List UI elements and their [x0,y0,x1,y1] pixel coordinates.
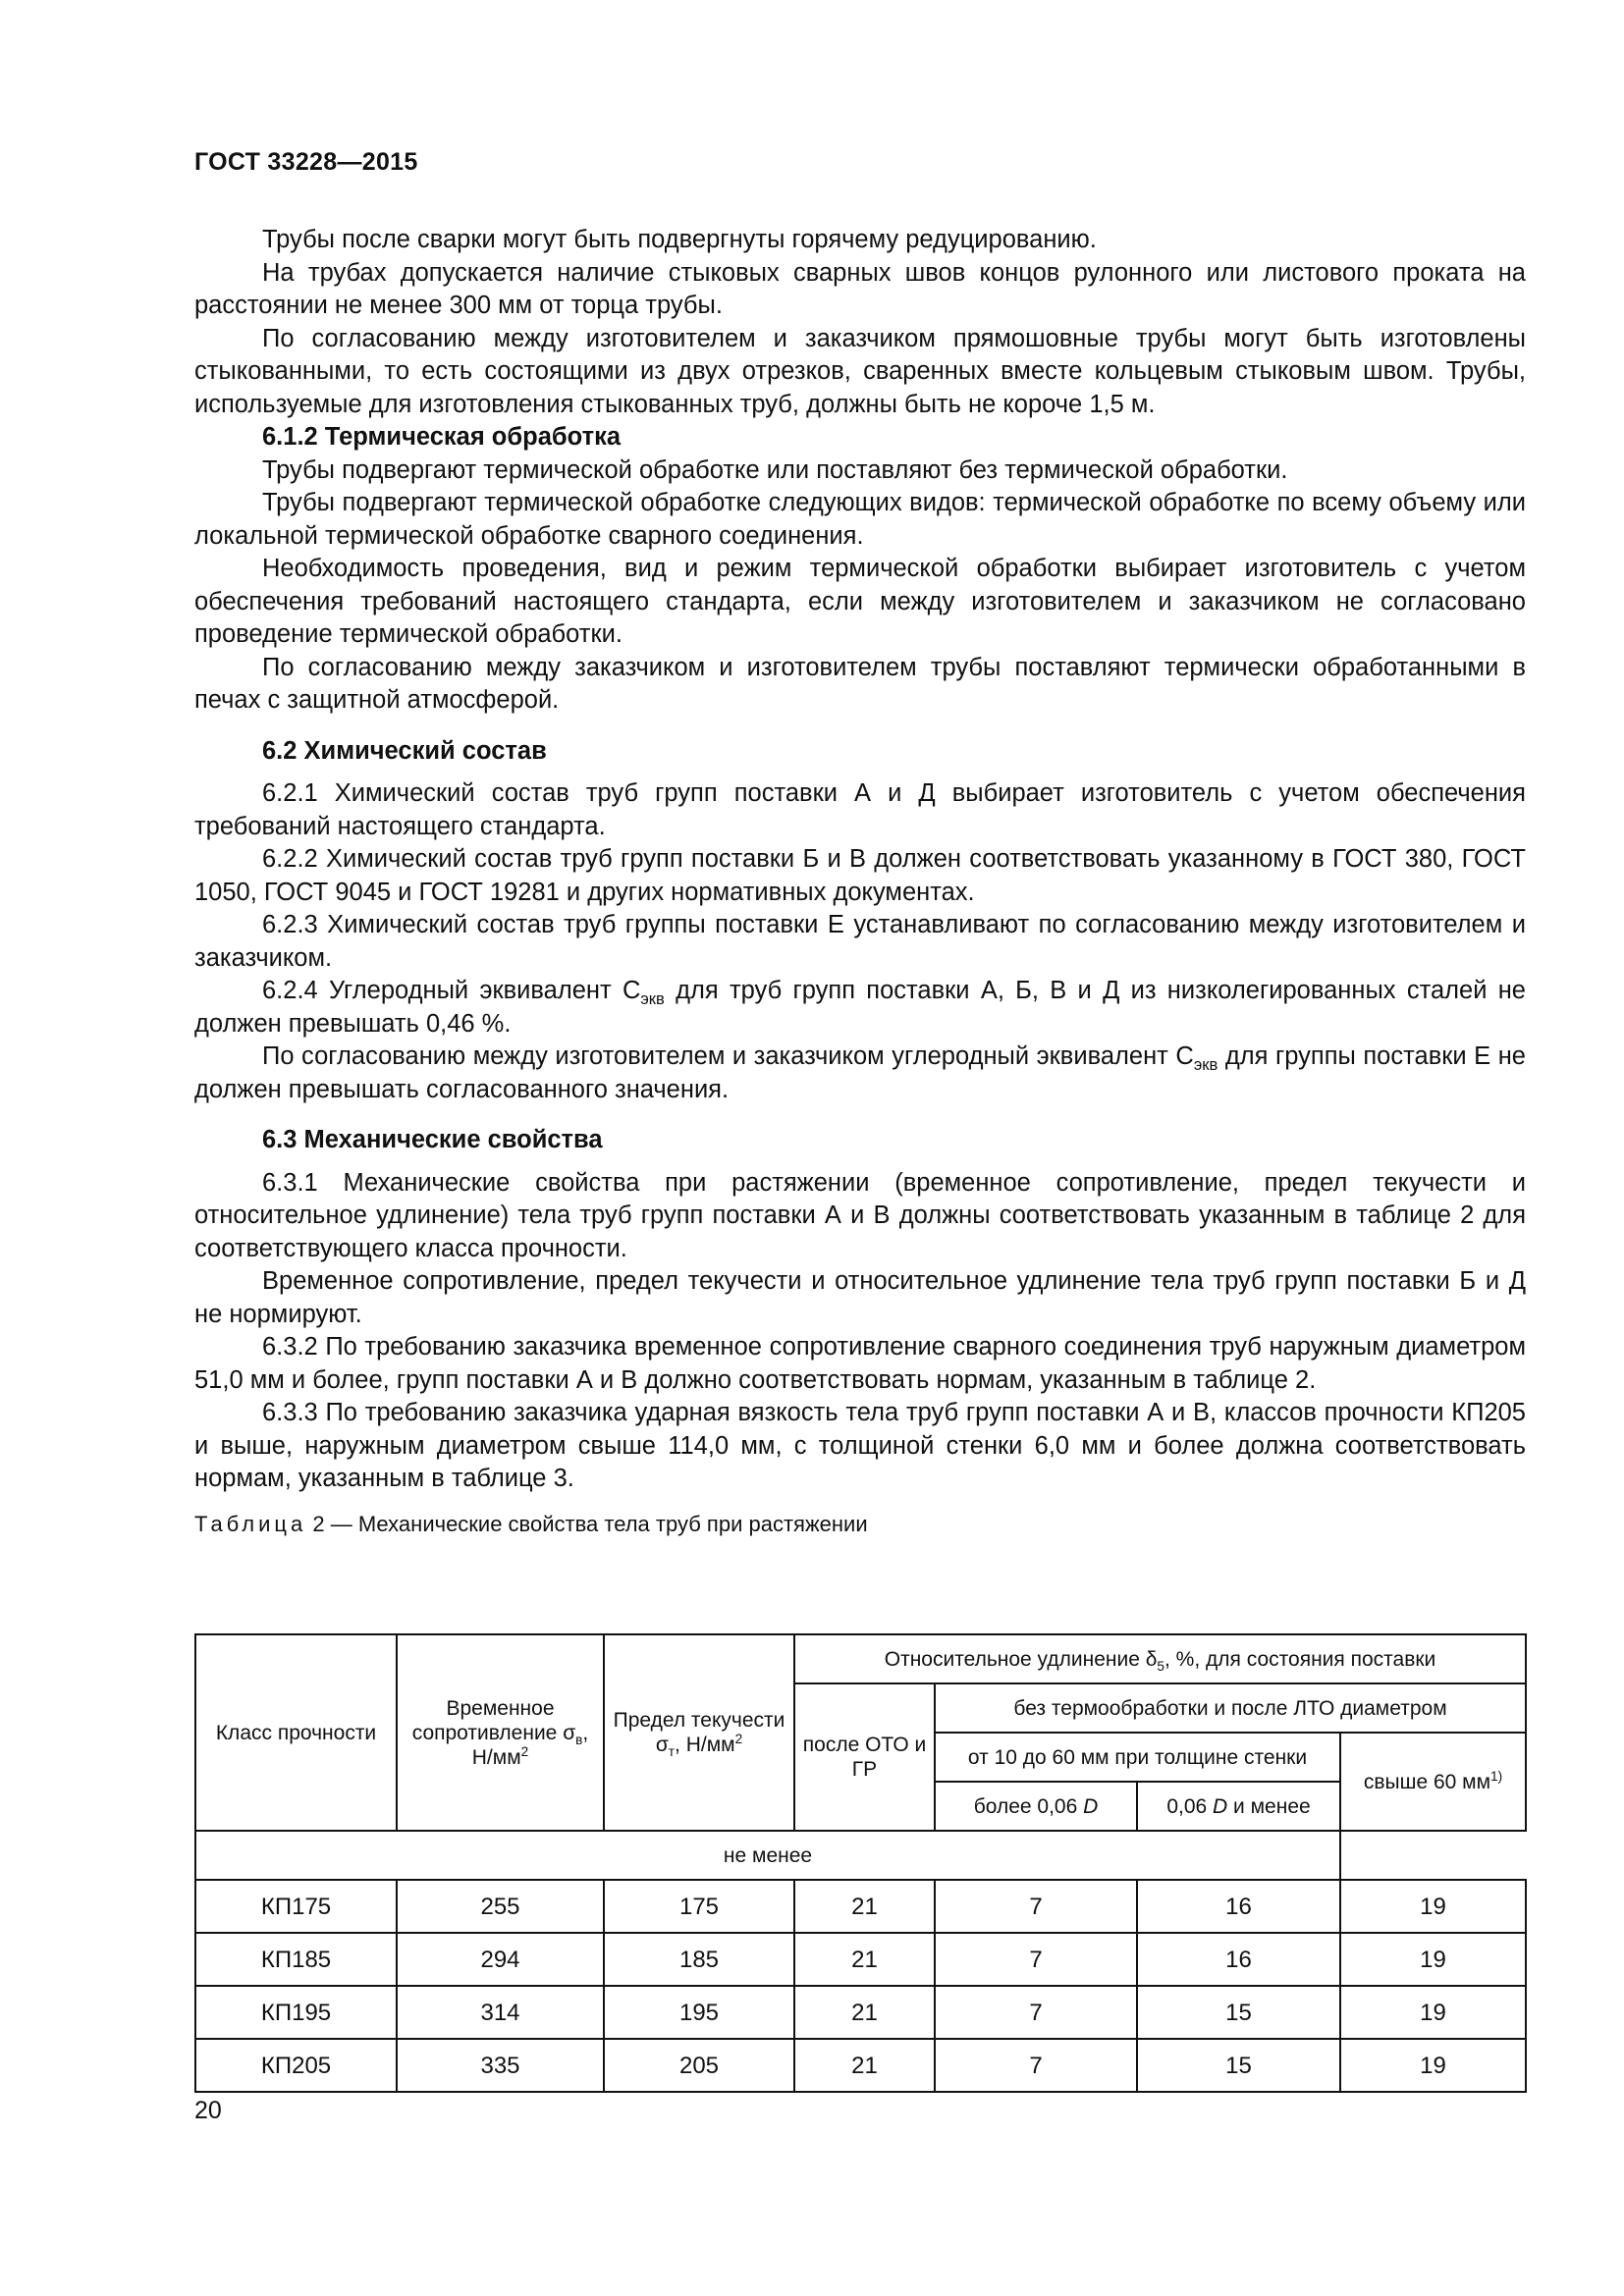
header-text: Предел текучести σ [613,1709,785,1756]
table-row [195,1880,1526,1933]
paragraph: По согласованию между заказчиком и изготовителем трубы поставляют термически обработанными в печах с защитной атмосферой. [194,653,1526,714]
paragraph [194,1041,1526,1106]
paragraph-text: По согласованию между изготовителем и заказчиком углеродный эквивалент С [262,1042,1194,1070]
subscript: 5 [1157,1658,1164,1674]
page-number: 20 [194,2097,222,2124]
header-over-60 [1340,1733,1526,1831]
cell-less-006d: 16 [1137,1933,1340,1986]
subscript: экв [640,989,665,1009]
header-text: D [1213,1794,1228,1818]
header-text: , %, для состояния поставки [1164,1647,1436,1671]
document-body [194,224,1526,1539]
header-diameter-10-60: от 10 до 60 мм при толщине стенки [935,1733,1340,1782]
cell-class: КП205 [195,2039,397,2092]
mechanical-properties-table [194,1633,1527,2093]
paragraph: По согласованию между изготовителем и заказчиком прямошовные трубы могут быть изготовлены стыкованными, то есть состоящими из двух отрезков, сваренных вместе кольцевым стыковым швом. Трубы, используемые для изготовления стыкованных труб, должны быть не короче 1,5 м. [194,324,1526,418]
cell-over-60: 19 [1340,1880,1526,1933]
paragraph [194,975,1526,1041]
subscript: экв [1193,1055,1218,1075]
paragraph: 6.3.3 По требованию заказчика ударная вязкость тела труб групп поставки А и В, классов прочности КП205 и выше, наружным диаметром свыше 114,0 мм, с толщиной стенки 6,0 мм и более должна соответствовать нормам, указанным в таблице 3. [194,1399,1526,1492]
paragraph: 6.3.1 Механические свойства при растяжении (временное сопротивление, предел текучести и относительное удлинение) тела труб групп поставки А и В должны соответствовать указанным в таблице 2 для соответствующего класса прочности. [194,1168,1526,1262]
paragraph: Трубы подвергают термической обработке или поставляют без термической обработки. [262,455,1288,484]
subscript: т [668,1744,676,1760]
cell-class: КП185 [195,1933,397,1986]
section-heading-6-3: 6.3 Механические свойства [262,1126,603,1153]
cell-yield: 185 [604,1933,794,1986]
header-elongation [794,1634,1526,1683]
cell-yield: 195 [604,1986,794,2039]
paragraph: Трубы после сварки могут быть подвергнуты горячему редуцированию. [262,226,1097,253]
header-less-006d [1137,1782,1340,1831]
paragraph: Трубы подвергают термической обработке следующих видов: термической обработке по всему объему или локальной термической обработке сварного соединения. [194,489,1526,550]
header-text: Временное сопротивление σ [411,1696,576,1744]
cell-tensile: 314 [397,1986,604,2039]
header-no-heat-treatment: без термообработки и после ЛТО диаметром [935,1683,1526,1733]
cell-after-oto: 21 [794,1986,935,2039]
cell-over-60: 19 [1340,1986,1526,2039]
header-text: D [1083,1794,1099,1818]
cell-after-oto: 21 [794,2039,935,2092]
paragraph-text: 6.2.4 Углеродный эквивалент С [262,977,641,1004]
header-after-oto: после ОТО и ГР [794,1683,935,1831]
cell-yield: 175 [604,1880,794,1933]
cell-over-60: 19 [1340,2039,1526,2092]
cell-tensile: 294 [397,1933,604,1986]
header-not-less: не менее [195,1831,1340,1880]
cell-after-oto: 21 [794,1933,935,1986]
header-text: свыше 60 мм [1363,1770,1491,1793]
section-heading-6-1-2: 6.1.2 Термическая обработка [262,423,622,451]
cell-less-006d: 15 [1137,1986,1340,2039]
header-yield [604,1634,794,1831]
cell-more-006d: 7 [935,2039,1137,2092]
paragraph: 6.3.2 По требованию заказчика временное сопротивление сварного соединения труб наружным диаметром 51,0 мм и более, групп поставки А и В должно соответствовать нормам, указанным в таблице 2. [194,1333,1526,1394]
paragraph-text: для группы поставки Е не должен превышать согласованного значения. [194,1042,1526,1103]
header-more-006d [935,1782,1137,1831]
cell-more-006d: 7 [935,1933,1137,1986]
cell-less-006d: 16 [1137,1880,1340,1933]
document-header: ГОСТ 33228—2015 [194,148,418,176]
header-text: 0,06 [1166,1794,1214,1818]
cell-less-006d: 15 [1137,2039,1340,2092]
cell-tensile: 255 [397,1880,604,1933]
paragraph: На трубах допускается наличие стыковых сварных швов концов рулонного или листового проката на расстоянии не менее 300 мм от торца трубы. [194,258,1526,319]
paragraph: Временное сопротивление, предел текучести и относительное удлинение тела труб групп поставки Б и Д не нормируют. [194,1267,1526,1328]
table-caption-text: 2 — Механические свойства тела труб при растяжении [312,1511,868,1536]
header-tensile [397,1634,604,1831]
section-heading-6-2: 6.2 Химический состав [262,736,547,765]
paragraph-text: для труб групп поставки А, Б, В и Д из низколегированных сталей не должен превышать 0,46 %. [194,977,1526,1038]
header-text: более 0,06 [973,1794,1084,1818]
paragraph: 6.2.3 Химический состав труб группы поставки Е устанавливают по согласованию между изготовителем и заказчиком. [194,911,1526,972]
cell-more-006d: 7 [935,1986,1137,2039]
superscript: 1) [1490,1768,1503,1784]
subscript: в [575,1732,583,1747]
table-caption-label: Таблица [194,1511,307,1536]
superscript: 2 [520,1743,529,1759]
header-text: и менее [1227,1794,1311,1818]
cell-tensile: 335 [397,2039,604,2092]
table-caption [194,1510,1526,1539]
table-row [195,1933,1526,1986]
table-row [195,2039,1526,2092]
paragraph: Необходимость проведения, вид и режим термической обработки выбирает изготовитель с учетом обеспечения требований настоящего стандарта, если между изготовителем и заказчиком не согласовано проведение термической обработки. [194,555,1526,648]
paragraph: 6.2.1 Химический состав труб групп поставки А и Д выбирает изготовитель с учетом обеспечения требований настоящего стандарта. [194,779,1526,840]
header-class: Класс прочности [195,1634,397,1831]
header-text: , Н/мм [675,1734,735,1756]
cell-class: КП175 [195,1880,397,1933]
cell-after-oto: 21 [794,1880,935,1933]
header-text: Относительное удлинение δ [884,1647,1158,1671]
cell-more-006d: 7 [935,1880,1137,1933]
paragraph: 6.2.2 Химический состав труб групп поставки Б и В должен соответствовать указанному в ГОСТ 380, ГОСТ 1050, ГОСТ 9045 и ГОСТ 19281 и других нормативных документах. [194,845,1526,906]
cell-over-60: 19 [1340,1933,1526,1986]
cell-class: КП195 [195,1986,397,2039]
table-row [195,1986,1526,2039]
header-text: , Н/мм [471,1721,589,1769]
superscript: 2 [734,1732,743,1746]
cell-yield: 205 [604,2039,794,2092]
